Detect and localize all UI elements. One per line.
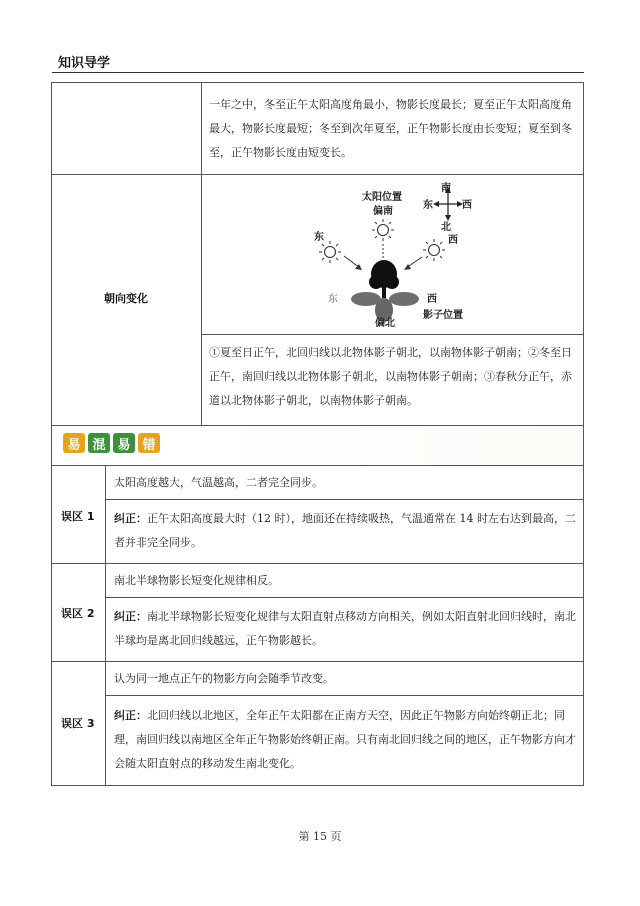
row-divider: [105, 499, 584, 500]
correction-text: 北回归线以北地区，全年正午太阳都在正南方天空，因此正午物影方向始终朝正北；同理，南回归线以南地区全年正午物影始终朝正南。只有南北回归线之间的地区，正午物影方向才会随太阳直射点的移动发生南北变化。: [114, 709, 576, 770]
correction-text: 正午太阳高度最大时（12 时），地面还在持续吸热，气温通常在 14 时左右达到最高，二者并非完全同步。: [114, 512, 576, 549]
west-label: 西: [448, 235, 458, 246]
south-offset-label: 偏南: [373, 206, 393, 217]
correction-text: 南北半球物影长短变化规律与太阳直射点移动方向相关，例如太阳直射北回归线时，南北半球均是离北回归线越远，正午物影越长。: [114, 610, 576, 647]
tag-char: 错: [138, 433, 160, 453]
shadow-position-label: 影子位置: [423, 310, 463, 321]
row-divider: [105, 695, 584, 696]
mistake-2-label: 误区 2: [61, 607, 95, 620]
east-label: 东: [314, 232, 324, 243]
tag-char: 易: [63, 433, 85, 453]
mistake-1-correction: [114, 507, 578, 555]
correction-lead: 纠正：: [114, 610, 147, 623]
compass-south-label: 南: [441, 183, 451, 194]
mistake-3-correction: [114, 704, 578, 776]
row-label-orientation-change: 朝向变化: [104, 292, 148, 305]
shadow-east-label: 东: [328, 294, 338, 305]
tree-icon: [369, 260, 399, 298]
sun-shadow-diagram: [300, 178, 500, 330]
shadow-direction-note: ①夏至日正午，北回归线以北物体影子朝北，以南物体影子朝南；②冬至日正午，南回归线以北物体影子朝北，以南物体影子朝南；③春秋分正午，赤道以北物体影子朝北，以南物体影子朝南。: [209, 346, 572, 407]
mistake-1-label: 误区 1: [61, 510, 95, 523]
compass-east-label: 东: [423, 200, 433, 211]
column-divider: [201, 82, 202, 426]
sun-position-label: 太阳位置: [362, 192, 402, 203]
row-divider: [51, 661, 584, 662]
sun-east-icon: [319, 241, 341, 263]
mistake-3-wrong: 认为同一地点正午的物影方向会随季节改变。: [114, 672, 334, 685]
page-header-title: 知识导学: [58, 56, 111, 71]
compass-north-label: 北: [441, 222, 451, 233]
shadow-west-label: 西: [427, 294, 437, 305]
sun-top-icon: [372, 219, 394, 241]
correction-lead: 纠正：: [114, 512, 147, 525]
row-divider: [51, 563, 584, 564]
sun-west-icon: [423, 239, 445, 261]
row-divider: [51, 174, 584, 175]
tag-char: 易: [113, 433, 135, 453]
shadow-length-trend-text: 一年之中，冬至正午太阳高度角最小，物影长度最长；夏至正午太阳高度角最大，物影长度最短；冬至到次年夏至，正午物影长度由长变短；夏至到冬至，正午物影长度由短变长。: [209, 98, 572, 159]
row-divider: [201, 334, 584, 335]
page-number: 第 15 页: [298, 830, 342, 843]
mistake-1-wrong: 太阳高度越大，气温越高，二者完全同步。: [114, 476, 323, 489]
tag-char: 混: [88, 433, 110, 453]
column-divider: [105, 465, 106, 786]
correction-lead: 纠正：: [114, 709, 147, 722]
mistake-3-label: 误区 3: [61, 717, 95, 730]
common-mistakes-tags: [63, 433, 160, 453]
mistake-2-wrong: 南北半球物影长短变化规律相反。: [114, 574, 279, 587]
row-divider: [105, 597, 584, 598]
header-rule: [52, 72, 584, 73]
north-offset-label: 偏北: [375, 318, 395, 329]
compass-west-label: 西: [462, 200, 472, 211]
mistake-2-correction: [114, 605, 578, 653]
